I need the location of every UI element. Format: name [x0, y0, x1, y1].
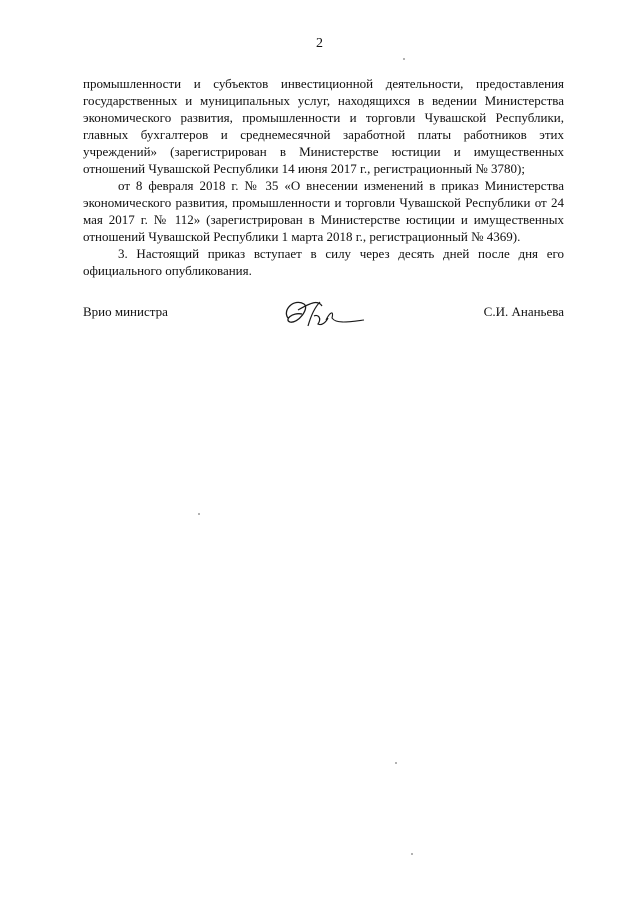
handwritten-signature — [278, 296, 368, 332]
signature-block — [83, 296, 564, 336]
signatory-name: С.И. Ананьева — [483, 304, 564, 319]
paragraph-continuation: промышленности и субъектов инвестиционной деятельности, предоставления государственных и муниципальных услуг, находящихся в ведении Министерства экономического развития, промышленности и торговли Чувашской Республики, главных бухгалтеров и среднемесячной заработной платы работников этих учреждений» (зарегистрирован в Министерстве юстиции и имущественных отношений Чувашской Республики 14 июня 2017 г., регистрационный № 3780); — [83, 76, 564, 176]
paragraph-effective-date: 3. Настоящий приказ вступает в силу через десять дней после дня его официального опубликования. — [83, 246, 564, 278]
scan-speck — [403, 58, 405, 60]
page-number: 2 — [316, 36, 323, 51]
scan-speck — [395, 762, 397, 764]
signatory-title: Врио министра — [83, 304, 168, 319]
scan-speck — [198, 513, 200, 515]
document-body — [83, 75, 564, 279]
paragraph-amendment: от 8 февраля 2018 г. № 35 «О внесении изменений в приказ Министерства экономического развития, промышленности и торговли Чувашской Республики от 24 мая 2017 г. № 112» (зарегистрирован в Министерстве юстиции и имущественных отношений Чувашской Республики 1 марта 2018 г., регистрационный № 4369). — [83, 178, 564, 244]
scan-speck — [411, 853, 413, 855]
